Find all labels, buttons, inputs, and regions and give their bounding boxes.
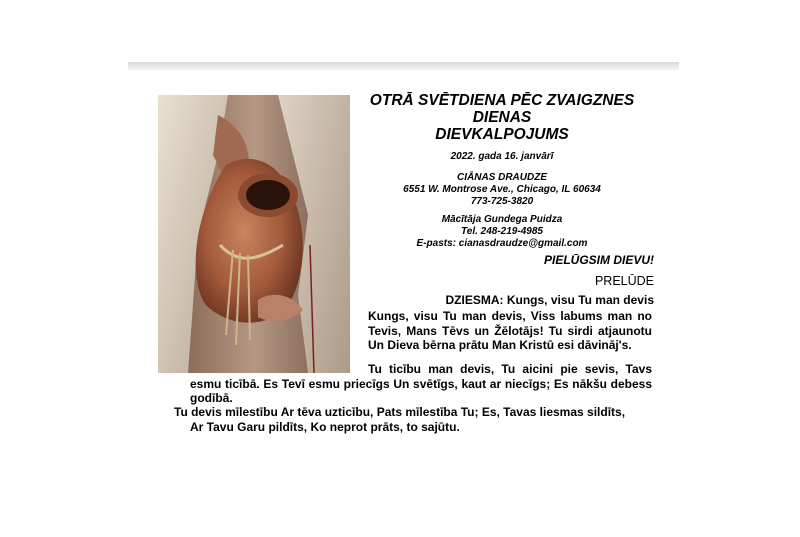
title-line-2: DIENAS xyxy=(472,109,532,126)
congregation-email: E-pasts: cianasdraudze@gmail.com xyxy=(416,238,588,249)
worship-heading: PIELŪGSIM DIEVU! xyxy=(543,253,654,267)
verse-2-line-1: Tu ticību man devis, Tu aicini pie sevis, Tavs xyxy=(368,362,652,376)
congregation-address: 6551 W. Montrose Ave., Chicago, IL 60634 xyxy=(403,184,601,195)
service-header xyxy=(352,92,652,250)
verse-3-line-2: Ar Tavu Garu pildīts, Ko neprot prāts, to sajūtu. xyxy=(190,419,460,434)
jar-pouring-photo xyxy=(158,95,350,373)
service-date: 2022. gada 16. janvārī xyxy=(450,151,554,162)
hymn-verse-3 xyxy=(174,405,654,434)
hymn-verse-2 xyxy=(190,362,652,406)
prelude-label: PRELŪDE xyxy=(594,274,654,288)
top-divider xyxy=(128,62,679,70)
pastor-phone: Tel. 248-219-4985 xyxy=(461,226,543,237)
title-line-1: OTRĀ SVĒTDIENA PĒC ZVAIGZNES xyxy=(369,92,635,109)
congregation-phone: 773-725-3820 xyxy=(470,196,534,207)
hymn-title: DZIESMA: Kungs, visu Tu man devis xyxy=(445,293,654,307)
verse-2-rest: esmu ticībā. Es Tevī esmu priecīgs Un svētīgs, kaut ar niecīgs; Es nākšu debess godībā. xyxy=(190,376,652,405)
page-title xyxy=(352,92,652,143)
verse-3-line-1: Tu devis mīlestību Ar tēva uzticību, Pats mīlestība Tu; Es, Tavas liesmas sildīts, xyxy=(174,405,626,419)
congregation-info xyxy=(352,172,652,250)
title-line-3: DIEVKALPOJUMS xyxy=(435,126,569,143)
hymn-verse-1: Kungs, visu Tu man devis, Viss labums man no Tevis, Mans Tēvs un Žēlotājs! Tu sirdi atjaunotu Un Dieva bērna prātu Man Kristū esi dāvināj's. xyxy=(368,309,652,352)
congregation-name: CIĀNAS DRAUDZE xyxy=(457,172,547,183)
pastor-name: Mācītāja Gundega Puidza xyxy=(441,214,563,225)
